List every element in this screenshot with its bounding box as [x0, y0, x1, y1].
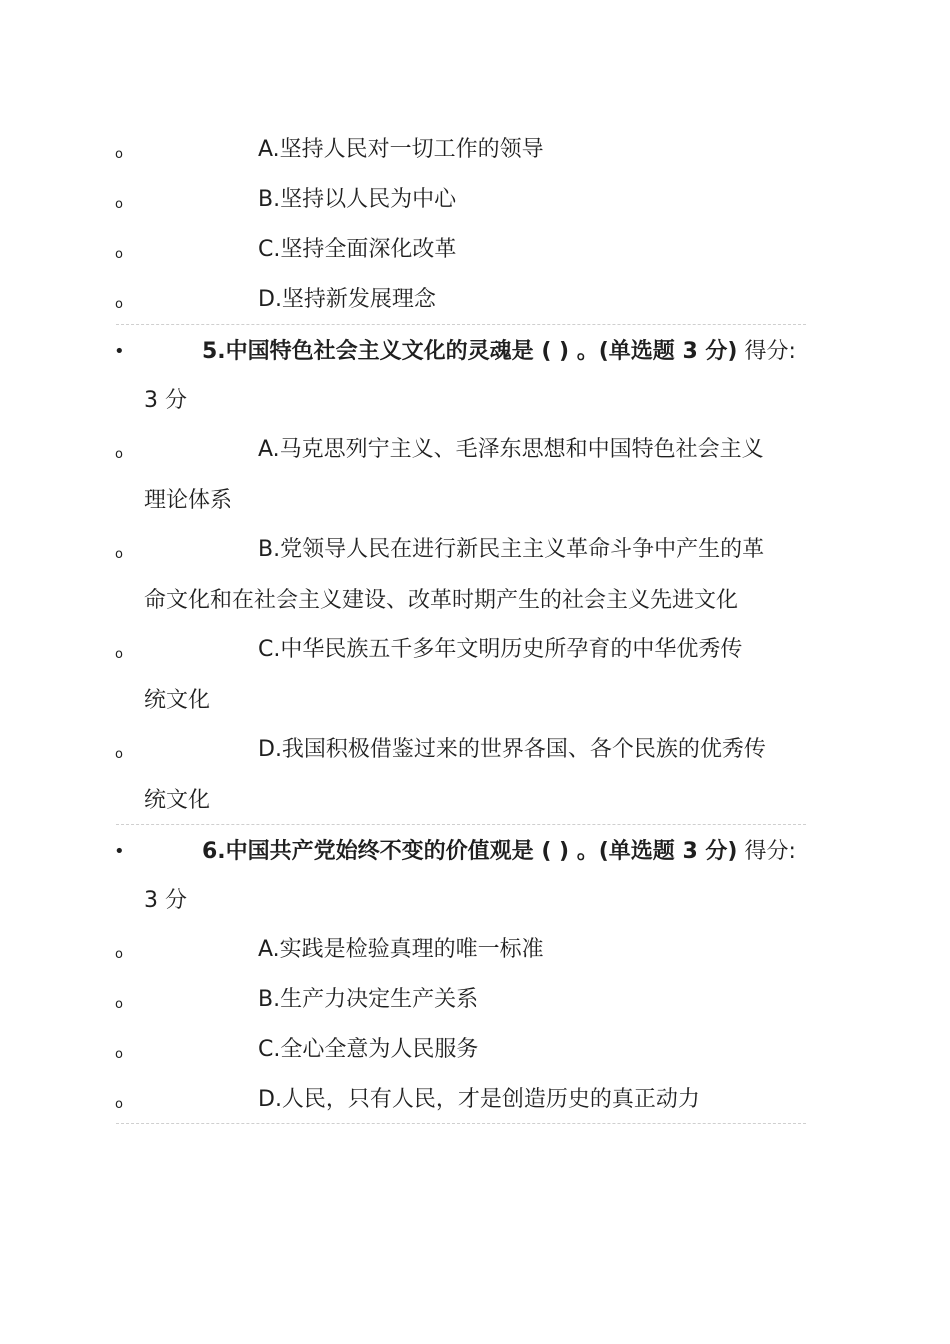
- option-marker: o: [115, 1097, 123, 1112]
- q5-option-b-line2[interactable]: 命文化和在社会主义建设、改革时期产生的社会主义先进文化: [144, 588, 739, 613]
- q5-score-value: 3 分: [144, 388, 187, 413]
- q5-option-d-line1[interactable]: D.我国积极借鉴过来的世界各国、各个民族的优秀传: [258, 737, 766, 762]
- option-marker: o: [115, 547, 123, 562]
- q6-title: 6.中国共产党始终不变的价值观是 ( ) 。(单选题 3 分): [202, 839, 738, 864]
- q5-score-label: 得分:: [737, 339, 796, 364]
- option-marker: o: [115, 997, 123, 1012]
- q5-option-a-line2[interactable]: 理论体系: [144, 488, 233, 513]
- question-bullet: •: [114, 341, 125, 362]
- option-marker: o: [115, 1047, 123, 1062]
- q5-title: 5.中国特色社会主义文化的灵魂是 ( ) 。(单选题 3 分): [202, 339, 738, 364]
- q5-title-line: [202, 327, 796, 377]
- question-bullet: •: [114, 841, 125, 862]
- option-marker: o: [115, 147, 123, 162]
- q6-title-line: [202, 827, 796, 877]
- q6-option-b[interactable]: B.生产力决定生产关系: [258, 987, 479, 1012]
- q5-option-a-line1[interactable]: A.马克思列宁主义、毛泽东思想和中国特色社会主义: [258, 437, 764, 462]
- q5-option-c-line2[interactable]: 统文化: [144, 688, 211, 713]
- option-marker: o: [115, 747, 123, 762]
- q6-option-c[interactable]: C.全心全意为人民服务: [258, 1037, 479, 1062]
- option-marker: o: [115, 647, 123, 662]
- question-separator: [116, 324, 806, 325]
- q6-option-a[interactable]: A.实践是检验真理的唯一标准: [258, 937, 544, 962]
- q4-option-d[interactable]: D.坚持新发展理念: [258, 287, 436, 312]
- option-marker: o: [115, 247, 123, 262]
- q5-option-c-line1[interactable]: C.中华民族五千多年文明历史所孕育的中华优秀传: [258, 637, 743, 662]
- option-marker: o: [115, 297, 123, 312]
- q4-option-c[interactable]: C.坚持全面深化改革: [258, 237, 457, 262]
- option-marker: o: [115, 947, 123, 962]
- q4-option-b[interactable]: B.坚持以人民为中心: [258, 187, 457, 212]
- q6-score-label: 得分:: [737, 839, 796, 864]
- q6-score-value: 3 分: [144, 888, 187, 913]
- option-marker: o: [115, 447, 123, 462]
- q6-option-d[interactable]: D.人民，只有人民，才是创造历史的真正动力: [258, 1087, 700, 1112]
- option-marker: o: [115, 197, 123, 212]
- question-separator: [116, 1123, 806, 1124]
- q5-option-d-line2[interactable]: 统文化: [144, 788, 211, 813]
- q5-option-b-line1[interactable]: B.党领导人民在进行新民主主义革命斗争中产生的革: [258, 537, 765, 562]
- question-separator: [116, 824, 806, 825]
- q4-option-a[interactable]: A.坚持人民对一切工作的领导: [258, 137, 544, 162]
